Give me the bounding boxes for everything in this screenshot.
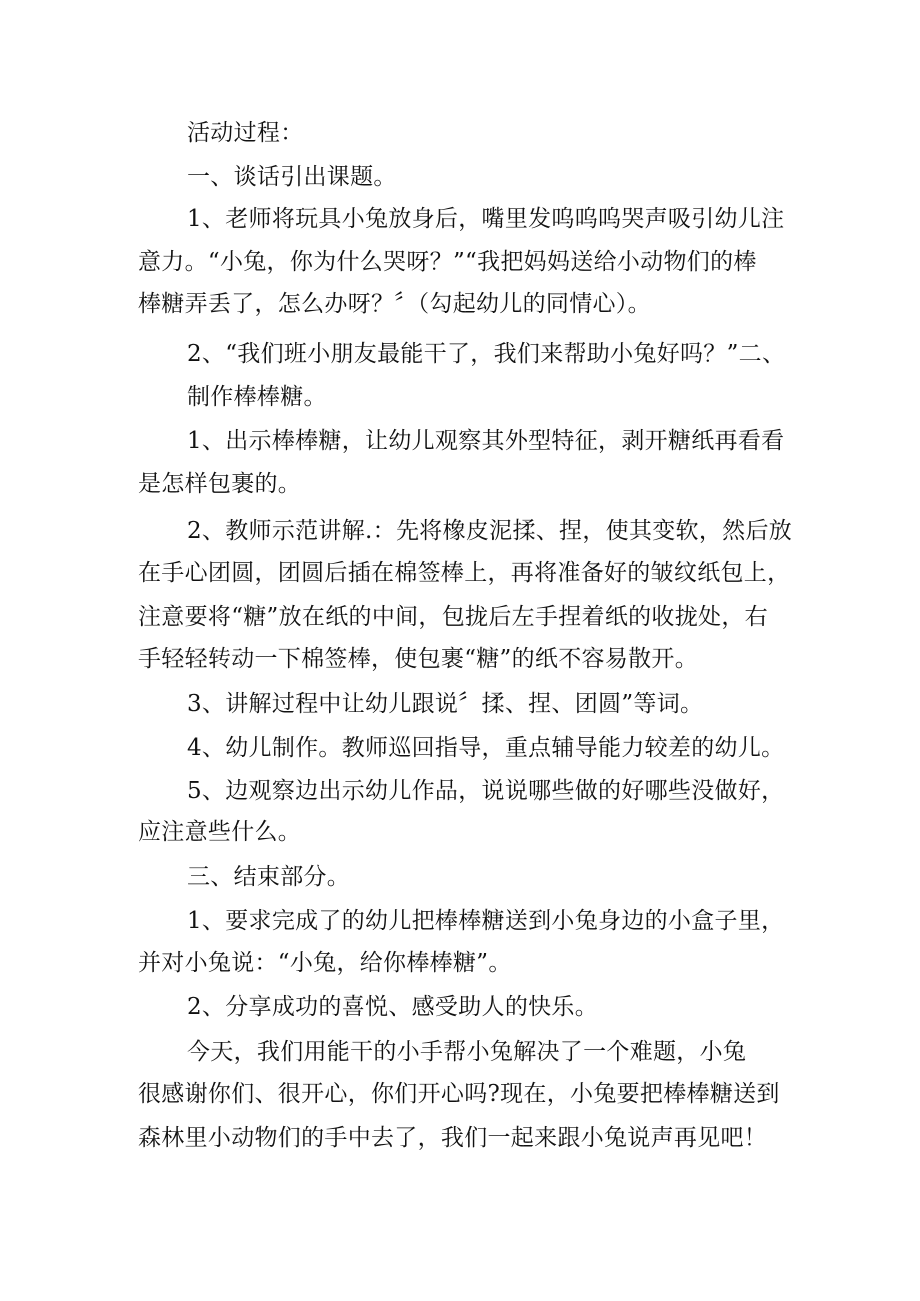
section-heading-1: 一、谈话引出课题。	[187, 164, 397, 190]
paragraph-line: 5、边观察边出示幼儿作品，说说哪些做的好哪些没做好，	[187, 778, 785, 804]
paragraph-line: 2、教师示范讲解.：先将橡皮泥揉、捏，使其变软，然后放	[187, 518, 793, 544]
paragraph-line: 棒糖弄丢了，怎么办呀？〞（勾起幼儿的同情心）。	[138, 291, 651, 317]
paragraph-line: 森林里小动物们的手中去了，我们一起来跟小兔说声再见吧！	[138, 1125, 768, 1151]
paragraph-line: 1、出示棒棒糖，让幼儿观察其外型特征，剥开糖纸再看看	[187, 428, 785, 454]
paragraph-line: 1、老师将玩具小兔放身后，嘴里发呜呜呜哭声吸引幼儿注	[187, 206, 785, 232]
paragraph-line: 4、幼儿制作。教师巡回指导，重点辅导能力较差的幼儿。	[187, 735, 785, 761]
section-heading-process: 活动过程：	[187, 120, 304, 146]
paragraph-line: 在手心团圆，团圆后插在棉签棒上，再将准备好的皱纹纸包上，	[138, 560, 791, 586]
section-heading-3: 三、结束部分。	[187, 864, 351, 890]
paragraph-line: 注意要将“糖”放在纸的中间，包拢后左手捏着纸的收拢处，右	[138, 604, 768, 630]
paragraph-line: 1、要求完成了的幼儿把棒棒糖送到小兔身边的小盒子里，	[187, 908, 785, 934]
paragraph-line: 是怎样包裹的。	[138, 471, 302, 497]
paragraph-line: 应注意些什么。	[138, 819, 302, 845]
paragraph-line: 手轻轻转动一下棉签棒，使包裹“糖”的纸不容易散开。	[138, 646, 699, 672]
paragraph-line: 2、分享成功的喜悦、感受助人的快乐。	[187, 994, 599, 1020]
paragraph-line: 2、“我们班小朋友最能干了，我们来帮助小兔好吗？”二、	[187, 341, 786, 367]
section-heading-2: 制作棒棒糖。	[187, 384, 327, 410]
paragraph-line: 今天，我们用能干的小手帮小兔解决了一个难题，小兔	[187, 1039, 747, 1065]
paragraph-line: 3、讲解过程中让幼儿跟说〞揉、捏、团圆”等词。	[187, 691, 704, 717]
paragraph-line: 很感谢你们、很开心，你们开心吗?现在，小兔要把棒棒糖送到	[138, 1081, 780, 1107]
paragraph-line: 并对小兔说：“小兔，给你棒棒糖”。	[138, 950, 512, 976]
paragraph-line: 意力。“小兔，你为什么哭呀？”“我把妈妈送给小动物们的棒	[138, 249, 757, 275]
